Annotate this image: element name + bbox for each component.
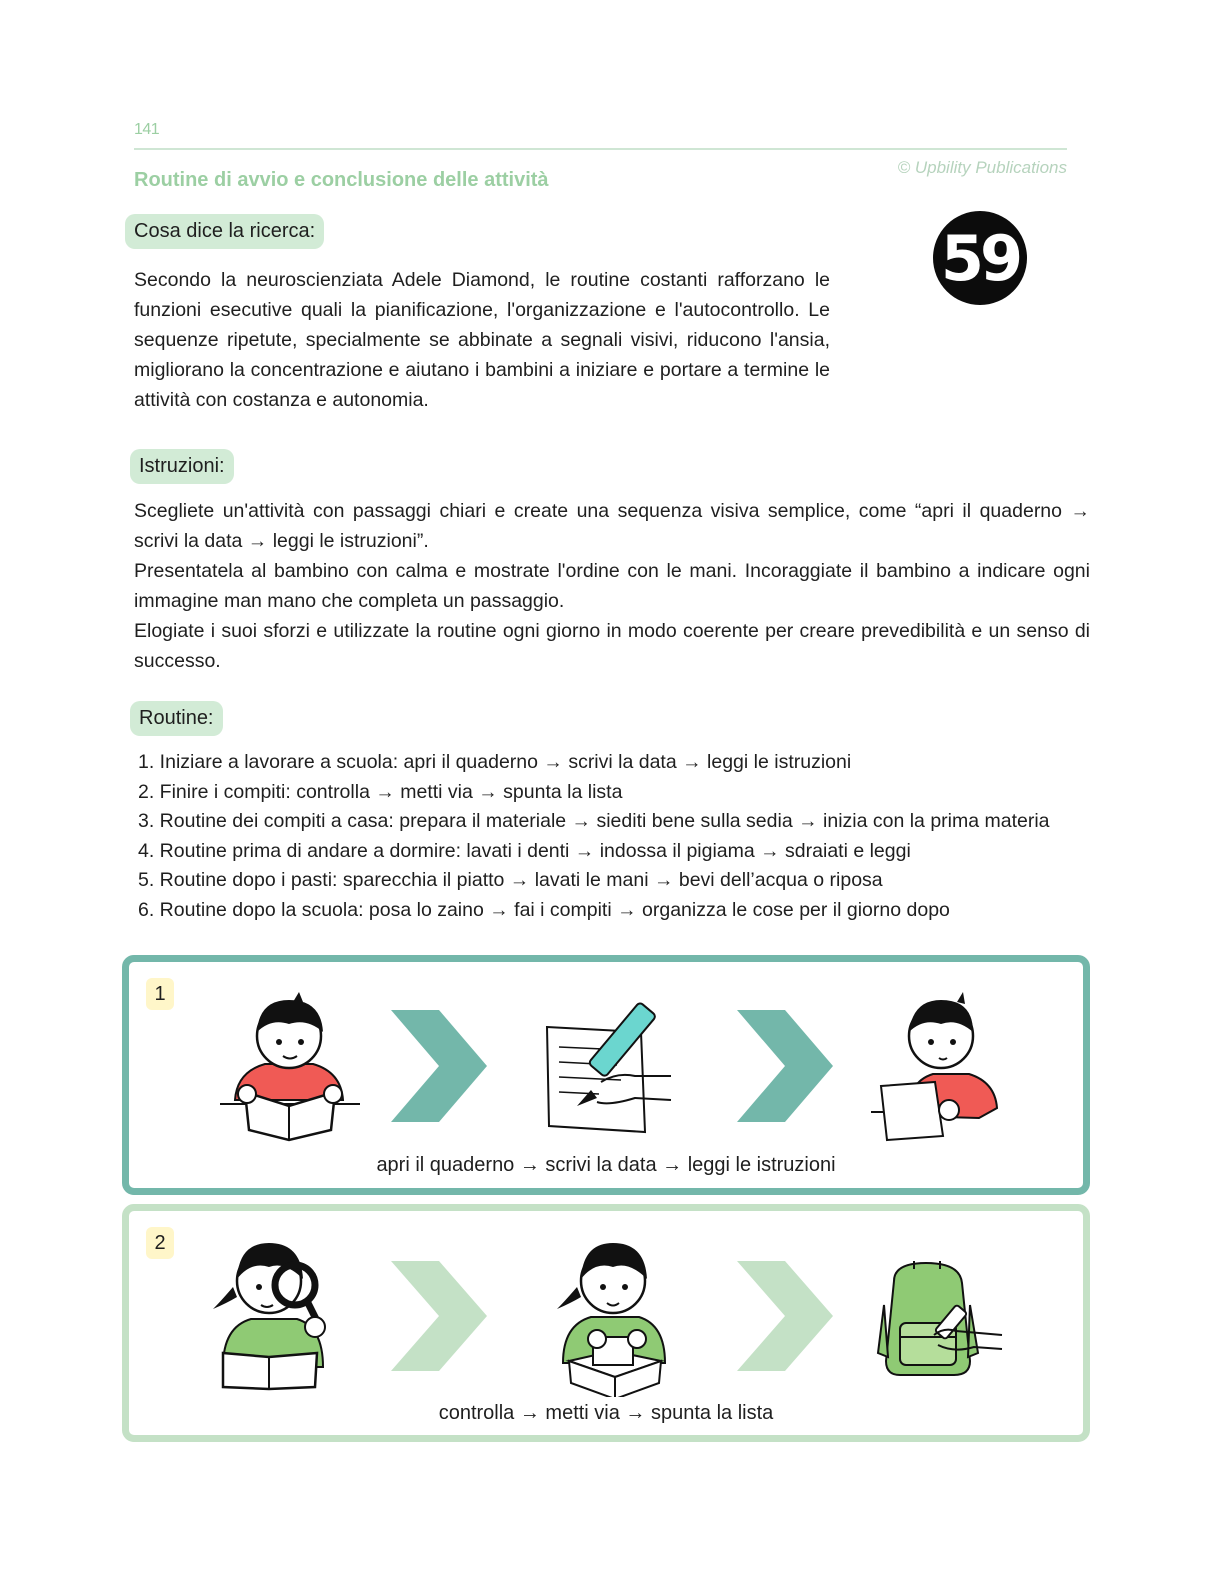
- copyright-notice: © Upbility Publications: [897, 158, 1067, 177]
- card-caption: controlla → metti via → spunta la lista: [438, 1402, 774, 1424]
- routine-item: 6. Routine dopo la scuola: posa lo zaino → fai i compiti → organizza le cose per il giorno dopo: [138, 898, 950, 921]
- research-label: Cosa dice la ricerca:: [125, 214, 324, 249]
- instructions-paragraph: Elogiate i suoi sforzi e utilizzate la routine ogni giorno in modo coerente per creare prevedibilità e un senso di successo.: [134, 620, 1090, 672]
- routine-item: 2. Finire i compiti: controlla → metti via → spunta la lista: [138, 780, 623, 803]
- activity-number-badge: 59: [933, 211, 1027, 305]
- card-number: 2: [146, 1227, 174, 1259]
- instructions-text: [134, 496, 1090, 676]
- card-caption: apri il quaderno → scrivi la data → leggi le istruzioni: [376, 1154, 836, 1176]
- child-with-magnifying-glass-icon: [211, 1227, 341, 1392]
- chevron-right-icon: [391, 1261, 487, 1371]
- chevron-right-icon: [737, 1010, 833, 1122]
- instructions-label: Istruzioni:: [130, 449, 234, 484]
- header-rule: [134, 148, 1067, 150]
- child-reading-book-icon: [215, 980, 365, 1150]
- hand-writing-icon: [539, 1002, 679, 1137]
- routine-card-1: [122, 955, 1090, 1195]
- research-text: Secondo la neuroscienziata Adele Diamond, le routine costanti rafforzano le funzioni esecutive quali la pianificazione, l'organizzazione e l'autocontrollo. Le sequenze ripetute, specialmente se abbinate a segnali visivi, riducono l'ansia, migliorano la concentrazione e aiutano i bambini a iniziare e portare a termine le attività con costanza e autonomia.: [134, 269, 830, 411]
- chevron-right-icon: [391, 1010, 487, 1122]
- chevron-right-icon: [737, 1261, 833, 1371]
- routine-list: [138, 748, 1050, 926]
- instructions-paragraph: Presentatela al bambino con calma e mostrate l'ordine con le mani. Incoraggiate il bambino a indicare ogni immagine man mano che completa un passaggio.: [134, 560, 1090, 612]
- routine-item: 5. Routine dopo i pasti: sparecchia il piatto → lavati le mani → bevi dell’acqua o riposa: [138, 869, 883, 892]
- routines-label: Routine:: [130, 701, 223, 736]
- page-number: 141: [134, 121, 160, 138]
- child-putting-away-icon: [549, 1227, 679, 1397]
- card-number: 1: [146, 978, 174, 1010]
- routine-card-2: [122, 1204, 1090, 1442]
- routine-item: 3. Routine dei compiti a casa: prepara il materiale → siediti bene sulla sedia → inizia con la prima materia: [138, 810, 1050, 833]
- section-title: Routine di avvio e conclusione delle attività: [134, 169, 549, 191]
- routine-item: 4. Routine prima di andare a dormire: lavati i denti → indossa il pigiama → sdraiati e leggi: [138, 839, 911, 862]
- instructions-paragraph: Scegliete un'attività con passaggi chiari e create una sequenza visiva semplice, come “apri il quaderno → scrivi la data → leggi le istruzioni”.: [134, 500, 1090, 552]
- child-reading-instructions-icon: [869, 986, 1009, 1151]
- routine-item: 1. Iniziare a lavorare a scuola: apri il quaderno → scrivi la data → leggi le istruzioni: [138, 751, 852, 773]
- backpack-checklist-icon: [874, 1261, 1009, 1381]
